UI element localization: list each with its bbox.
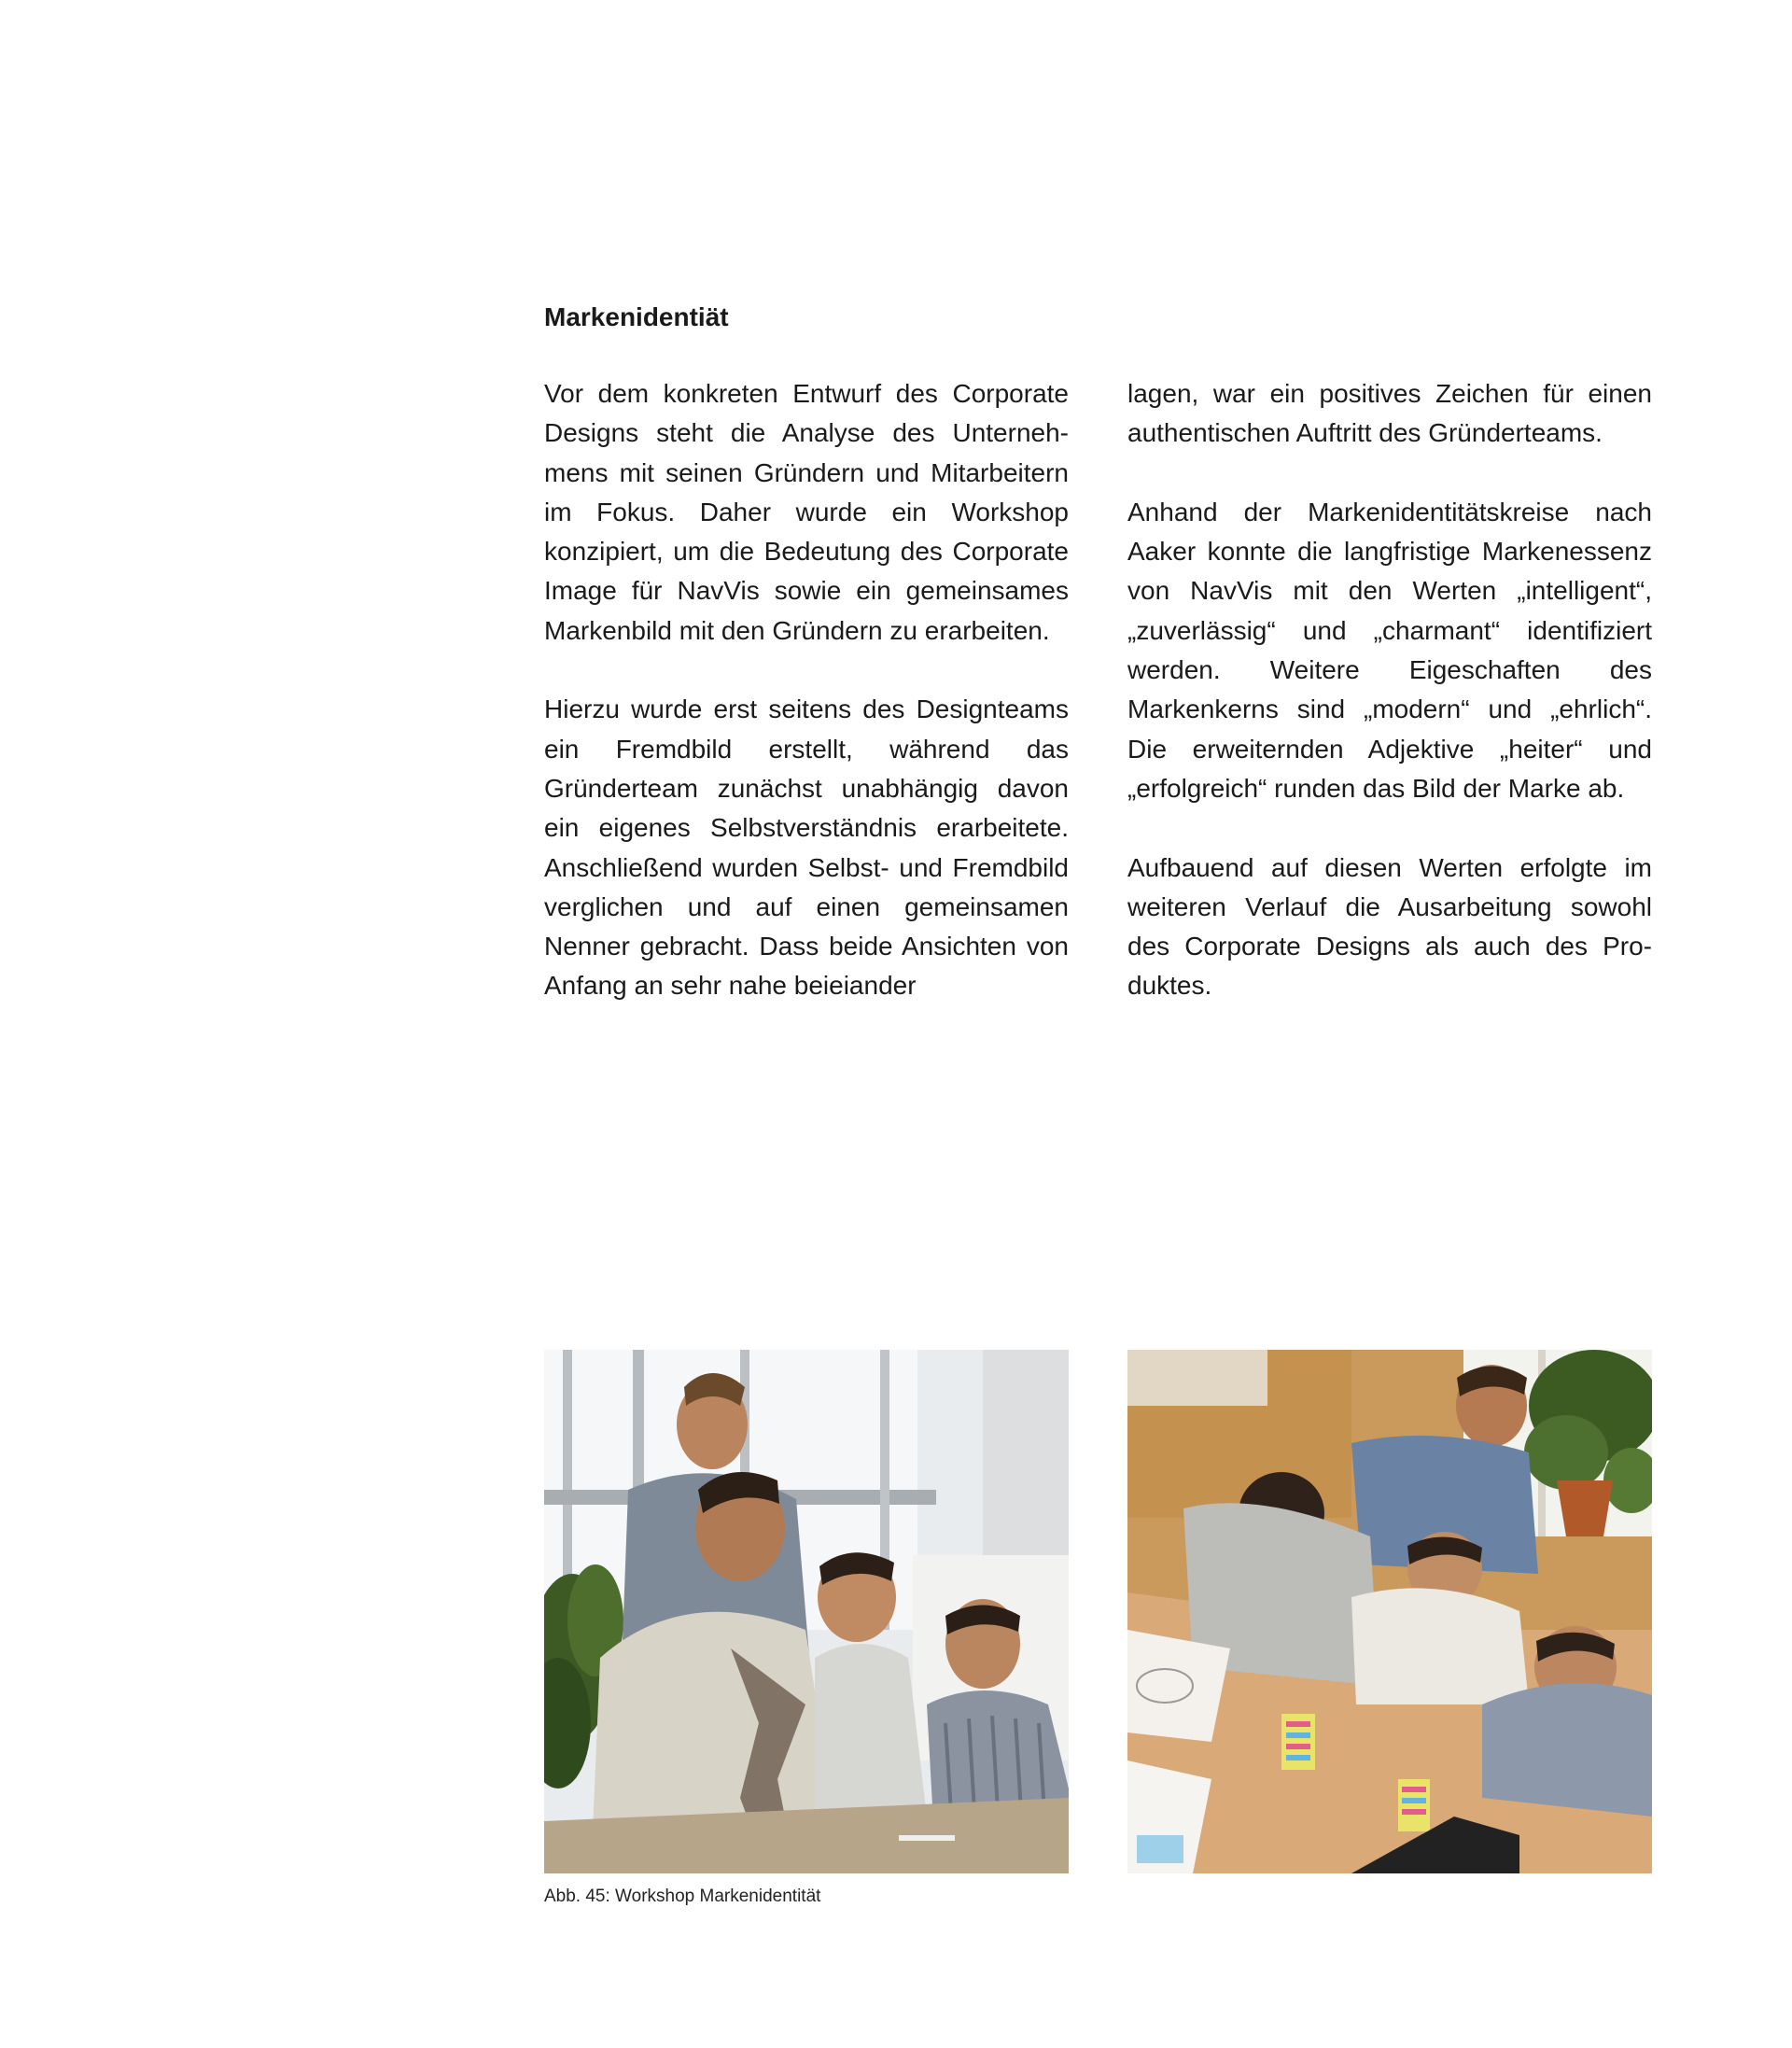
paragraph: Anhand der Markenidentitätskreise nach Aaker konnte die langfristige Markenessenz von NavVis mit den Werten „intelligent“, „zuverlässig“ und „charmant“ identifiziert werden. Weitere Eigeschaften des Markenkerns sind „modern“ und „ehrlich“. Die erweiternden Adjektive „heiter“ und „erfolgreich“ runden das Bild der Marke ab. (1127, 497, 1652, 803)
section-heading: Markenidentiät (544, 302, 729, 331)
workshop-photo-left (544, 1350, 1069, 1873)
figure-caption: Abb. 45: Workshop Markenidentität (544, 1887, 821, 1906)
paragraph: Aufbauend auf diesen Werten erfolgte im weiteren Verlauf die Ausarbeitung sowohl des Corporate Designs als auch des Produktes. (1127, 852, 1652, 1001)
text-column-left (544, 374, 1069, 1006)
paragraph: Vor dem konkreten Entwurf des Corporate Designs steht die Analyse des Unternehmens mit seinen Gründern und Mitarbeitern im Fokus. Daher wurde ein Workshop konzipiert, um die Bedeutung des Corporate Image für NavVis sowie ein gemeinsames Markenbild mit den Gründern zu erarbeiten. (544, 379, 1069, 645)
workshop-photo-left-image (544, 1350, 1069, 1873)
workshop-photo-right (1127, 1350, 1652, 1873)
paragraph: Hierzu wurde erst seitens des Designteams ein Fremdbild erstellt, während das Gründerteam zunächst unabhängig davon ein eigenes Selbstverständnis erarbeitete. Anschließend wurden Selbst- und Fremdbild verglichen und auf einen gemeinsamen Nenner gebracht. Dass beide Ansichten von Anfang an sehr nahe beieiander (544, 694, 1069, 1001)
text-column-right (1127, 374, 1652, 1006)
workshop-photo-right-image (1127, 1350, 1652, 1873)
paragraph: lagen, war ein positives Zeichen für einen authentischen Auftritt des Gründerteams. (1127, 379, 1652, 448)
